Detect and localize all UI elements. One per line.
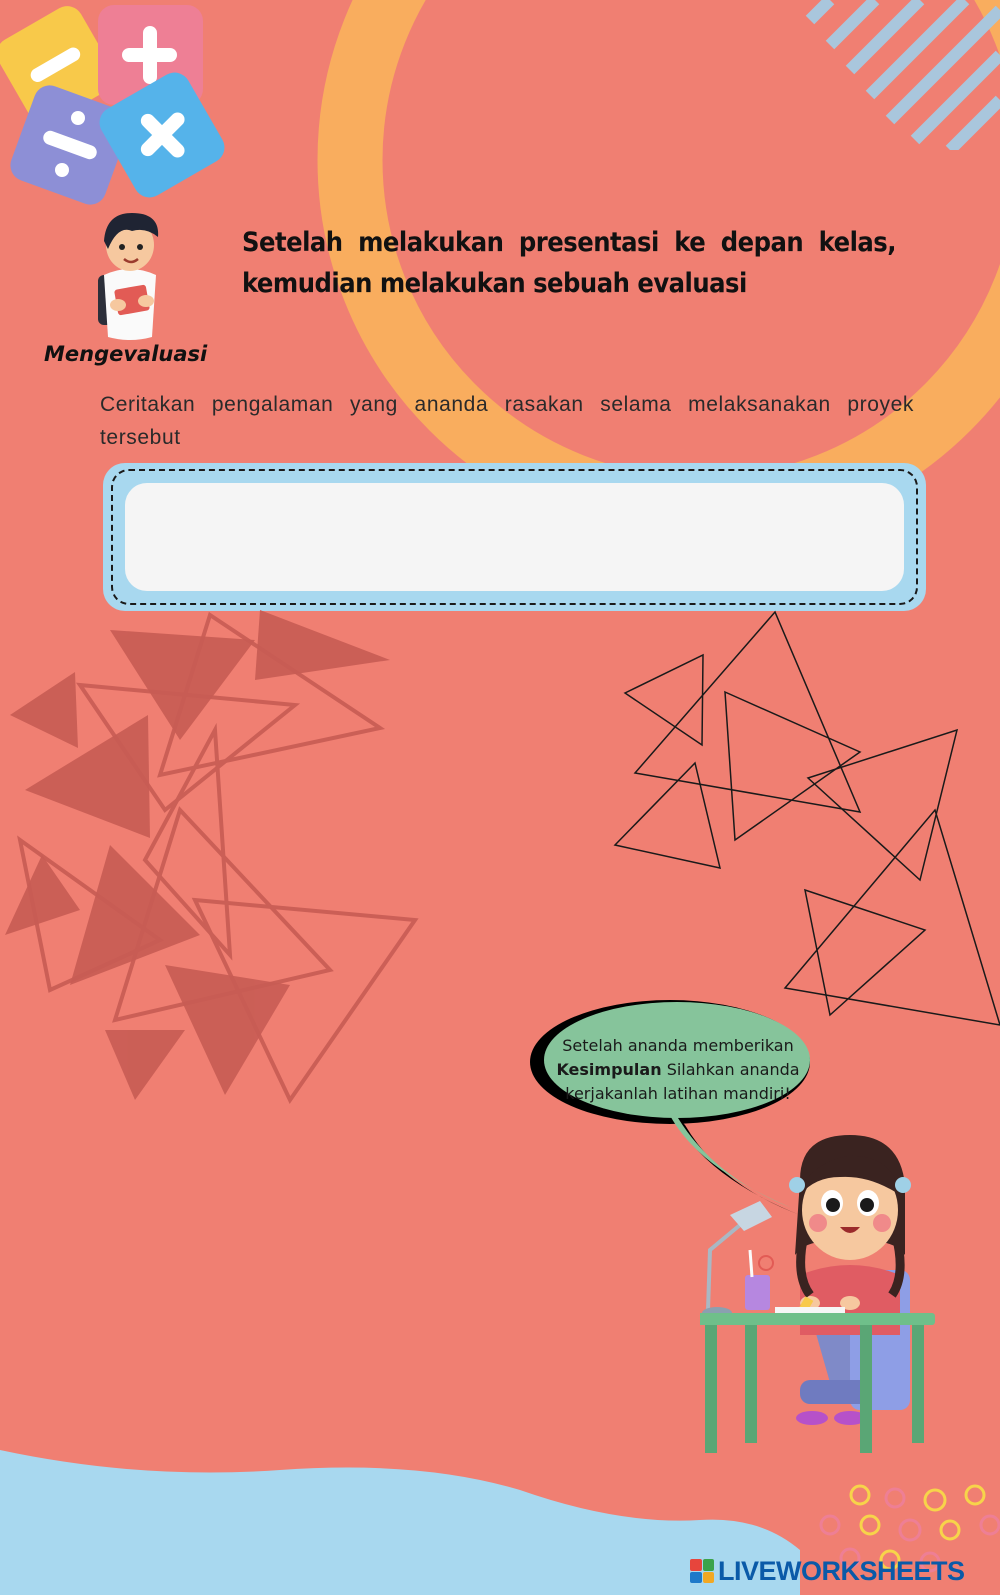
boy-holding-book-illustration	[80, 205, 180, 345]
stripes-decoration	[790, 0, 1000, 150]
brand-name: LIVEWORKSHEETS	[718, 1555, 965, 1586]
girl-at-desk-illustration	[700, 1135, 960, 1455]
speech-line-1: Setelah ananda memberikan	[562, 1036, 794, 1055]
speech-bubble-text	[548, 1034, 808, 1106]
answer-input[interactable]	[125, 483, 904, 591]
math-operators-icon	[0, 0, 240, 215]
liveworksheets-brand[interactable]	[690, 1553, 965, 1589]
speech-bold-word: Kesimpulan	[556, 1060, 662, 1079]
page-title: Setelah melakukan presentasi ke depan kelas, kemudian melakukan sebuah evaluasi	[242, 227, 896, 299]
answer-box	[103, 463, 926, 611]
speech-line-2: Silahkan ananda	[661, 1060, 800, 1079]
liveworksheets-logo-icon	[690, 1559, 714, 1583]
speech-line-3: kerjakanlah latihan mandiri!	[565, 1084, 791, 1103]
task-prompt: Ceritakan pengalaman yang ananda rasakan selama melaksanakan proyek tersebut	[100, 393, 914, 449]
section-label: Mengevaluasi	[44, 342, 208, 366]
